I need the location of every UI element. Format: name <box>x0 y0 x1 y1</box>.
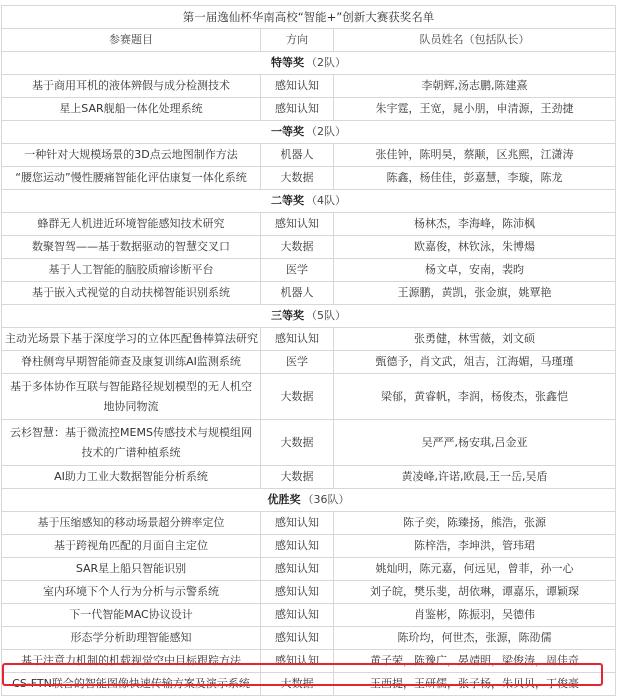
section-heading <box>2 305 616 328</box>
table-row <box>2 627 616 650</box>
cell-title: 下一代智能MAC协议设计 <box>2 604 261 627</box>
cell-title: 数聚智驾——基于数据驱动的智慧交叉口 <box>2 236 261 259</box>
header-row <box>2 29 616 52</box>
section-heading <box>2 52 616 75</box>
cell-direction: 感知认知 <box>261 627 334 650</box>
table-row <box>2 650 616 673</box>
cell-direction: 感知认知 <box>261 328 334 351</box>
cell-members: 刘子皖，樊乐斐，胡依琳，谭嘉乐，谭颖琛 <box>334 581 616 604</box>
cell-direction: 大数据 <box>261 374 334 420</box>
cell-title: 基于跨视角匹配的月面自主定位 <box>2 535 261 558</box>
table-title-row <box>2 6 616 29</box>
cell-members: 朱宇霆，王宽，晁小朋，申清源，王劲捷 <box>334 98 616 121</box>
section-name: 特等奖 <box>271 56 304 69</box>
cell-direction: 大数据 <box>261 167 334 190</box>
table-row <box>2 98 616 121</box>
cell-direction: 感知认知 <box>261 650 334 673</box>
table-row <box>2 581 616 604</box>
section-heading <box>2 489 616 512</box>
cell-title: 基于注意力机制的机载视觉空中目标跟踪方法 <box>2 650 261 673</box>
cell-members: 黄子荣，陈豫广，晏靖明，梁俊涛，周佳奇 <box>334 650 616 673</box>
cell-title: 基于多体协作互联与智能路径规划模型的无人机空地协同物流 <box>2 374 261 420</box>
table-row <box>2 282 616 305</box>
cell-members: 王西提，王研儒，张子杨，朱贝贝，丁俊豪 <box>334 673 616 696</box>
table-row <box>2 167 616 190</box>
cell-direction: 机器人 <box>261 144 334 167</box>
section-name: 二等奖 <box>271 194 304 207</box>
section-heading <box>2 190 616 213</box>
cell-direction: 医学 <box>261 259 334 282</box>
cell-direction: 感知认知 <box>261 98 334 121</box>
cell-members: 陈鑫，杨佳佳，彭嘉慧，李璇，陈龙 <box>334 167 616 190</box>
cell-members: 李朝辉,汤志鹏,陈建熹 <box>334 75 616 98</box>
table-row <box>2 144 616 167</box>
cell-direction: 大数据 <box>261 673 334 696</box>
cell-title: 基于压缩感知的移动场景超分辨率定位 <box>2 512 261 535</box>
table-row <box>2 604 616 627</box>
section-row <box>2 305 616 328</box>
section-count: （4队） <box>306 194 346 207</box>
cell-members: 陈子奕，陈臻扬，熊浩，张源 <box>334 512 616 535</box>
header-direction: 方向 <box>261 29 334 52</box>
section-count: （36队） <box>302 493 350 506</box>
cell-title: CS-FTN联合的智能图像快速传输方案及演示系统 <box>2 673 261 696</box>
cell-direction: 医学 <box>261 351 334 374</box>
cell-title: 星上SAR舰船一体化处理系统 <box>2 98 261 121</box>
cell-direction: 感知认知 <box>261 558 334 581</box>
cell-title: 形态学分析助理智能感知 <box>2 627 261 650</box>
cell-direction: 感知认知 <box>261 581 334 604</box>
cell-direction: 感知认知 <box>261 604 334 627</box>
cell-members: 黄凌峰,许诺,欧晨,王一岳,吴盾 <box>334 466 616 489</box>
table-row <box>2 259 616 282</box>
cell-members: 杨文卓，安南，裴昀 <box>334 259 616 282</box>
section-count: （5队） <box>306 309 346 322</box>
section-row <box>2 489 616 512</box>
cell-title: 蜂群无人机进近环境智能感知技术研究 <box>2 213 261 236</box>
table-row <box>2 351 616 374</box>
table-row <box>2 512 616 535</box>
highlighted-row <box>2 673 616 696</box>
section-heading <box>2 121 616 144</box>
table-row <box>2 466 616 489</box>
cell-members: 陈玠均，何世杰，张源，陈劭儒 <box>334 627 616 650</box>
table-row <box>2 75 616 98</box>
cell-members: 梁郁，黄睿帆，李润，杨俊杰，张鑫恺 <box>334 374 616 420</box>
section-count: （2队） <box>306 56 346 69</box>
cell-title: SAR星上船只智能识别 <box>2 558 261 581</box>
cell-direction: 机器人 <box>261 282 334 305</box>
table-row <box>2 558 616 581</box>
section-row <box>2 121 616 144</box>
cell-title: AI助力工业大数据智能分析系统 <box>2 466 261 489</box>
cell-members: 张佳钟，陈明昊，蔡颙，区兆熙，江潇涛 <box>334 144 616 167</box>
cell-title: 基于商用耳机的液体辨假与成分检测技术 <box>2 75 261 98</box>
cell-members: 姚灿明，陈元嘉，何远见，曾菲，孙一心 <box>334 558 616 581</box>
cell-direction: 大数据 <box>261 466 334 489</box>
table-row <box>2 535 616 558</box>
cell-title: 一种针对大规模场景的3D点云地图制作方法 <box>2 144 261 167</box>
table-row <box>2 236 616 259</box>
cell-title: 主动光场景下基于深度学习的立体匹配鲁棒算法研究 <box>2 328 261 351</box>
header-title: 参赛题目 <box>2 29 261 52</box>
table-title: 第一届逸仙杯华南高校“智能+”创新大赛获奖名单 <box>2 6 616 29</box>
table-row <box>2 420 616 466</box>
cell-members: 陈梓浩，李坤洪，管玮珺 <box>334 535 616 558</box>
cell-members: 王源鹏，黄凯，张金旗，姚覃艳 <box>334 282 616 305</box>
cell-direction: 大数据 <box>261 420 334 466</box>
cell-members: 杨林杰，李海峰，陈沛枫 <box>334 213 616 236</box>
cell-title: 室内环境下个人行为分析与示警系统 <box>2 581 261 604</box>
cell-title: “腰您运动”慢性腰痛智能化评估康复一体化系统 <box>2 167 261 190</box>
cell-title: 脊柱侧弯早期智能筛查及康复训练AI监测系统 <box>2 351 261 374</box>
section-name: 三等奖 <box>271 309 304 322</box>
cell-members: 甄德予，肖文武，俎吉，江海媚，马瑾瑾 <box>334 351 616 374</box>
table-row <box>2 374 616 420</box>
table-row <box>2 213 616 236</box>
section-name: 一等奖 <box>271 125 304 138</box>
cell-members: 张勇健，林雪薇，刘文硕 <box>334 328 616 351</box>
awards-table <box>1 5 616 696</box>
cell-direction: 感知认知 <box>261 75 334 98</box>
cell-title: 云杉智慧：基于微流控MEMS传感技术与规模组网技术的广谱种植系统 <box>2 420 261 466</box>
section-row <box>2 52 616 75</box>
cell-title: 基于人工智能的脑胶质瘤诊断平台 <box>2 259 261 282</box>
cell-direction: 感知认知 <box>261 213 334 236</box>
cell-direction: 感知认知 <box>261 535 334 558</box>
cell-direction: 感知认知 <box>261 512 334 535</box>
cell-members: 肖鉴彬，陈振羽，吴德伟 <box>334 604 616 627</box>
section-row <box>2 190 616 213</box>
cell-members: 欧嘉俊，林钦泳，朱博煬 <box>334 236 616 259</box>
table-row <box>2 328 616 351</box>
cell-members: 吴严严,杨安琪,吕金亚 <box>334 420 616 466</box>
cell-title: 基于嵌入式视觉的自动扶梯智能识别系统 <box>2 282 261 305</box>
cell-direction: 大数据 <box>261 236 334 259</box>
section-name: 优胜奖 <box>267 493 301 506</box>
header-members: 队员姓名（包括队长） <box>334 29 616 52</box>
section-count: （2队） <box>306 125 346 138</box>
